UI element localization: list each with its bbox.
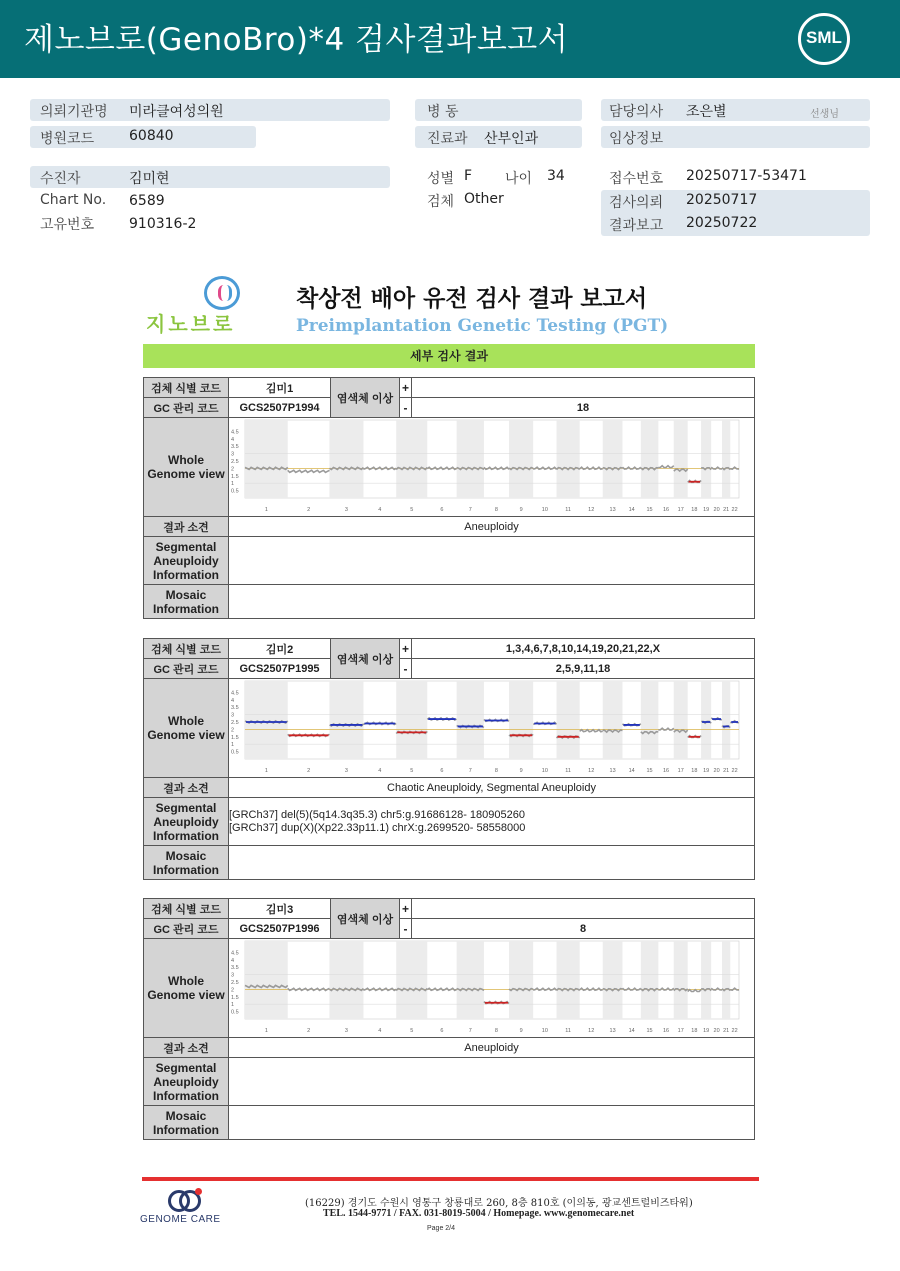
ward-label: 병 동 xyxy=(427,104,459,120)
x-tick-label: 9 xyxy=(519,507,523,513)
chromosome-band xyxy=(509,941,533,1019)
genobro-logo xyxy=(146,274,256,334)
chromosome-band xyxy=(641,681,659,759)
hospital-code-value: 60840 xyxy=(129,128,174,144)
y-tick-label: 2.5 xyxy=(231,459,239,465)
pgt-report-title: 착상전 배아 유전 검사 결과 보고서 xyxy=(296,286,648,312)
result-label: 결과 소견 xyxy=(144,778,229,798)
x-tick-label: 4 xyxy=(378,507,382,513)
x-tick-label: 22 xyxy=(731,1028,738,1034)
chart-no-label: Chart No. xyxy=(40,192,107,208)
age-value: 34 xyxy=(547,168,565,184)
loss-chromosomes: 2,5,9,11,18 xyxy=(412,659,755,679)
x-tick-label: 2 xyxy=(307,507,311,513)
x-tick-label: 10 xyxy=(541,507,548,513)
gc-code-label: GC 관리 코드 xyxy=(144,919,229,939)
plot-area xyxy=(245,941,739,1019)
x-tick-label: 21 xyxy=(723,507,730,513)
x-tick-label: 6 xyxy=(440,768,444,774)
y-tick-label: 1.5 xyxy=(231,473,239,480)
result-value: Chaotic Aneuploidy, Segmental Aneuploidy xyxy=(229,778,755,798)
age-label: 나이 xyxy=(505,171,533,187)
genome-care-dot xyxy=(195,1188,202,1195)
y-tick-label: 1.5 xyxy=(231,734,239,741)
x-tick-label: 7 xyxy=(468,507,472,513)
x-tick-label: 19 xyxy=(703,1028,710,1034)
x-tick-label: 1 xyxy=(264,507,268,513)
sample-id-value: 김미2 xyxy=(229,639,331,659)
unique-no-label: 고유번호 xyxy=(40,217,95,233)
y-tick-label: 0.5 xyxy=(231,749,239,756)
chromosome-band xyxy=(557,420,580,498)
dna-magnifier-icon xyxy=(204,276,240,310)
segmental-line: [GRCh37] dup(X)(Xp22.33p11.1) chrX:g.2699520- 58558000 xyxy=(229,821,526,834)
x-tick-label: 10 xyxy=(541,768,548,774)
genome-view-chart xyxy=(229,418,755,516)
segmental-value xyxy=(229,537,755,585)
chromosome-band xyxy=(722,681,730,759)
footer-address: (16229) 경기도 수원시 영통구 창룡대로 260, 8층 810호 (이의동, 광교센트럴비즈타워) xyxy=(305,1198,693,1209)
x-tick-label: 7 xyxy=(468,1028,472,1034)
chromosome-band xyxy=(701,420,711,498)
x-tick-label: 20 xyxy=(713,507,720,513)
loss-sign: - xyxy=(400,659,412,679)
chromosome-band xyxy=(722,420,730,498)
gain-chromosomes xyxy=(412,378,755,398)
y-tick-label: 4.5 xyxy=(231,690,239,697)
sample-id-label: 검체 식별 코드 xyxy=(144,378,229,398)
loss-chromosomes: 8 xyxy=(412,919,755,939)
y-tick-label: 0.5 xyxy=(231,488,239,495)
x-tick-label: 16 xyxy=(662,768,670,774)
x-tick-label: 4 xyxy=(378,768,382,774)
chromosome-band xyxy=(603,941,623,1019)
mosaic-value xyxy=(229,585,755,619)
x-tick-label: 11 xyxy=(565,768,571,774)
x-tick-label: 18 xyxy=(691,768,698,774)
genome-view-chart xyxy=(229,679,755,777)
y-tick-label: 2.5 xyxy=(231,720,239,726)
gc-code-value: GCS2507P1994 xyxy=(229,398,331,418)
chromosome-band xyxy=(674,941,688,1019)
genome-care-logo xyxy=(140,1188,232,1230)
loss-sign: - xyxy=(400,919,412,939)
x-tick-label: 2 xyxy=(307,1028,311,1034)
x-tick-label: 11 xyxy=(565,1028,571,1034)
chromosome-band xyxy=(557,941,580,1019)
x-tick-label: 9 xyxy=(519,1028,523,1034)
institution-value: 미라클여성의원 xyxy=(129,104,224,120)
x-tick-label: 8 xyxy=(494,507,498,513)
x-tick-label: 22 xyxy=(731,507,738,513)
chromosome-band xyxy=(722,941,730,1019)
segmental-line: [GRCh37] del(5)(5q14.3q35.3) chr5:g.91686128- 180905260 xyxy=(229,808,525,821)
gc-code-label: GC 관리 코드 xyxy=(144,659,229,679)
x-tick-label: 3 xyxy=(344,507,348,513)
y-tick-label: 4 xyxy=(231,436,235,443)
x-tick-label: 6 xyxy=(440,507,444,513)
x-tick-label: 8 xyxy=(494,768,498,774)
chromosome-band xyxy=(674,681,688,759)
chromosome-band xyxy=(603,681,623,759)
x-tick-label: 19 xyxy=(703,507,710,513)
gc-code-label: GC 관리 코드 xyxy=(144,398,229,418)
y-tick-label: 3.5 xyxy=(231,705,239,712)
x-tick-label: 2 xyxy=(307,768,311,774)
x-tick-label: 14 xyxy=(628,768,635,774)
request-date-value: 20250717 xyxy=(686,192,758,208)
chromosome-band xyxy=(701,941,711,1019)
sample-block xyxy=(143,898,755,1140)
y-tick-label: 3 xyxy=(231,451,235,458)
pgt-report-subtitle: Preimplantation Genetic Testing (PGT) xyxy=(296,316,669,336)
x-tick-label: 10 xyxy=(541,1028,548,1034)
x-tick-label: 11 xyxy=(565,507,571,513)
y-tick-label: 1.5 xyxy=(231,994,239,1001)
chromosome-band xyxy=(509,681,533,759)
receipt-no-label: 접수번호 xyxy=(609,171,664,187)
mosaic-label: Mosaic Information xyxy=(144,585,229,619)
genome-care-logo-text: GENOME CARE xyxy=(140,1214,221,1225)
institution-label: 의뢰기관명 xyxy=(40,104,108,120)
sample-id-label: 검체 식별 코드 xyxy=(144,639,229,659)
footer-page-number: Page 2/4 xyxy=(427,1225,456,1232)
result-label: 결과 소견 xyxy=(144,517,229,537)
segmental-label: Segmental Aneuploidy Information xyxy=(144,1058,229,1106)
genobro-logo-word: 지노브로 xyxy=(146,312,236,336)
chromosome-band xyxy=(641,420,659,498)
sample-id-value: 김미3 xyxy=(229,899,331,919)
report-date-label: 결과보고 xyxy=(609,218,664,234)
mosaic-label: Mosaic Information xyxy=(144,1106,229,1140)
x-tick-label: 6 xyxy=(440,1028,444,1034)
x-tick-label: 5 xyxy=(410,1028,414,1034)
segmental-value xyxy=(229,1058,755,1106)
result-value: Aneuploidy xyxy=(229,517,755,537)
y-tick-label: 2 xyxy=(231,987,235,994)
x-tick-label: 5 xyxy=(410,507,414,513)
y-tick-label: 1 xyxy=(231,481,235,488)
info-bar xyxy=(30,166,390,188)
receipt-no-value: 20250717-53471 xyxy=(686,168,807,184)
y-tick-label: 3.5 xyxy=(231,965,239,972)
report-date-value: 20250722 xyxy=(686,215,758,231)
chrom-abn-label: 염색체 이상 xyxy=(331,899,400,939)
result-value: Aneuploidy xyxy=(229,1038,755,1058)
sml-logo xyxy=(798,13,850,65)
segmental-label: Segmental Aneuploidy Information xyxy=(144,798,229,846)
unique-no-value: 910316-2 xyxy=(129,216,197,232)
x-tick-label: 3 xyxy=(344,1028,348,1034)
chromosome-band xyxy=(396,681,427,759)
section-bar xyxy=(143,344,755,368)
x-tick-label: 17 xyxy=(677,507,684,513)
y-tick-label: 2 xyxy=(231,466,235,473)
cnv-trace-chr15 xyxy=(641,468,659,470)
gain-sign: + xyxy=(400,378,412,398)
x-tick-label: 16 xyxy=(662,1028,670,1034)
specimen-value: Other xyxy=(464,191,504,207)
x-tick-label: 18 xyxy=(691,507,698,513)
chromosome-band xyxy=(329,941,363,1019)
x-tick-label: 4 xyxy=(378,1028,382,1034)
genome-view-cell xyxy=(229,418,755,517)
doctor-value: 조은별 xyxy=(686,104,727,120)
x-tick-label: 16 xyxy=(662,507,670,513)
doctor-suffix: 선생님 xyxy=(810,109,839,120)
sex-label: 성별 xyxy=(427,171,455,187)
section-title: 세부 검사 결과 xyxy=(410,349,488,363)
genome-view-cell xyxy=(229,939,755,1038)
x-tick-label: 19 xyxy=(703,768,710,774)
result-label: 결과 소견 xyxy=(144,1038,229,1058)
x-tick-label: 12 xyxy=(588,768,595,774)
department-value: 산부인과 xyxy=(484,131,539,147)
x-tick-label: 12 xyxy=(588,507,595,513)
y-tick-label: 3.5 xyxy=(231,444,239,451)
x-tick-label: 22 xyxy=(731,768,738,774)
chromosome-band xyxy=(641,941,659,1019)
sample-table xyxy=(143,638,755,880)
footer-divider xyxy=(142,1177,759,1181)
mosaic-value xyxy=(229,846,755,880)
x-tick-label: 14 xyxy=(628,507,635,513)
sample-id-value: 김미1 xyxy=(229,378,331,398)
x-tick-label: 3 xyxy=(344,768,348,774)
chromosome-band xyxy=(457,941,484,1019)
doctor-label: 담당의사 xyxy=(609,104,664,120)
x-tick-label: 5 xyxy=(410,768,414,774)
gain-chromosomes xyxy=(412,899,755,919)
loss-sign: - xyxy=(400,398,412,418)
y-tick-label: 2 xyxy=(231,727,235,734)
x-tick-label: 20 xyxy=(713,768,720,774)
footer-contact: TEL. 1544-9771 / FAX. 031-8019-5004 / Homepage. www.genomecare.net xyxy=(323,1208,635,1219)
x-tick-label: 14 xyxy=(628,1028,635,1034)
x-tick-label: 20 xyxy=(713,1028,720,1034)
x-tick-label: 8 xyxy=(494,1028,498,1034)
x-tick-label: 18 xyxy=(691,1028,698,1034)
plot-area xyxy=(245,420,739,498)
x-tick-label: 15 xyxy=(646,768,653,774)
x-tick-label: 13 xyxy=(609,507,616,513)
department-label: 진료과 xyxy=(427,131,468,147)
sample-id-label: 검체 식별 코드 xyxy=(144,899,229,919)
y-tick-label: 4.5 xyxy=(231,950,239,957)
x-tick-label: 15 xyxy=(646,1028,653,1034)
chromosome-band xyxy=(245,681,288,759)
sample-block xyxy=(143,638,755,880)
x-tick-label: 1 xyxy=(264,1028,268,1034)
chrom-abn-label: 염색체 이상 xyxy=(331,639,400,679)
x-tick-label: 13 xyxy=(609,1028,616,1034)
gain-sign: + xyxy=(400,639,412,659)
genome-view-label: Whole Genome view xyxy=(144,418,229,517)
genome-view-label: Whole Genome view xyxy=(144,939,229,1038)
cnv-trace-chr15 xyxy=(641,732,659,734)
chromosome-band xyxy=(557,681,580,759)
gc-code-value: GCS2507P1995 xyxy=(229,659,331,679)
clinical-info-label: 임상정보 xyxy=(609,131,664,147)
x-tick-label: 17 xyxy=(677,1028,684,1034)
y-tick-label: 3 xyxy=(231,972,235,979)
report-title: 제노브로(GenoBro)*4 검사결과보고서 xyxy=(24,22,569,58)
patient-name-value: 김미현 xyxy=(129,171,170,187)
chromosome-band xyxy=(674,420,688,498)
sample-block xyxy=(143,377,755,619)
chrom-abn-label: 염색체 이상 xyxy=(331,378,400,418)
x-tick-label: 17 xyxy=(677,768,684,774)
sml-logo-text: SML xyxy=(806,28,842,47)
chromosome-band xyxy=(396,941,427,1019)
x-tick-label: 7 xyxy=(468,768,472,774)
x-tick-label: 21 xyxy=(723,768,730,774)
cnv-trace-chr15 xyxy=(641,989,659,991)
chromosome-band xyxy=(329,420,363,498)
y-tick-label: 3 xyxy=(231,712,235,719)
chromosome-band xyxy=(245,941,288,1019)
chromosome-band xyxy=(509,420,533,498)
segmental-label: Segmental Aneuploidy Information xyxy=(144,537,229,585)
chromosome-band xyxy=(245,420,288,498)
hospital-code-label: 병원코드 xyxy=(40,131,95,147)
y-tick-label: 1 xyxy=(231,742,235,749)
sample-table xyxy=(143,377,755,619)
mosaic-label: Mosaic Information xyxy=(144,846,229,880)
chart-no-value: 6589 xyxy=(129,193,165,209)
mosaic-value xyxy=(229,1106,755,1140)
patient-name-label: 수진자 xyxy=(40,171,81,187)
sex-value: F xyxy=(464,168,473,184)
chromosome-band xyxy=(457,681,484,759)
chromosome-band xyxy=(603,420,623,498)
segmental-value xyxy=(229,798,755,846)
chromosome-band xyxy=(701,681,711,759)
y-tick-label: 4.5 xyxy=(231,429,239,436)
chromosome-band xyxy=(457,420,484,498)
request-date-label: 검사의뢰 xyxy=(609,195,664,211)
sample-table xyxy=(143,898,755,1140)
chromosome-band xyxy=(396,420,427,498)
gc-code-value: GCS2507P1996 xyxy=(229,919,331,939)
x-tick-label: 1 xyxy=(264,768,268,774)
x-tick-label: 13 xyxy=(609,768,616,774)
x-tick-label: 12 xyxy=(588,1028,595,1034)
genome-view-label: Whole Genome view xyxy=(144,679,229,778)
y-tick-label: 4 xyxy=(231,697,235,704)
y-tick-label: 1 xyxy=(231,1002,235,1009)
report-header xyxy=(0,0,900,78)
chromosome-band xyxy=(329,681,363,759)
gain-chromosomes: 1,3,4,6,7,8,10,14,19,20,21,22,X xyxy=(412,639,755,659)
loss-chromosomes: 18 xyxy=(412,398,755,418)
gain-sign: + xyxy=(400,899,412,919)
y-tick-label: 2.5 xyxy=(231,980,239,986)
x-tick-label: 21 xyxy=(723,1028,730,1034)
specimen-label: 검체 xyxy=(427,194,455,210)
genome-view-cell xyxy=(229,679,755,778)
y-tick-label: 0.5 xyxy=(231,1009,239,1016)
y-tick-label: 4 xyxy=(231,957,235,964)
x-tick-label: 9 xyxy=(519,768,523,774)
x-tick-label: 15 xyxy=(646,507,653,513)
genome-view-chart xyxy=(229,939,755,1037)
